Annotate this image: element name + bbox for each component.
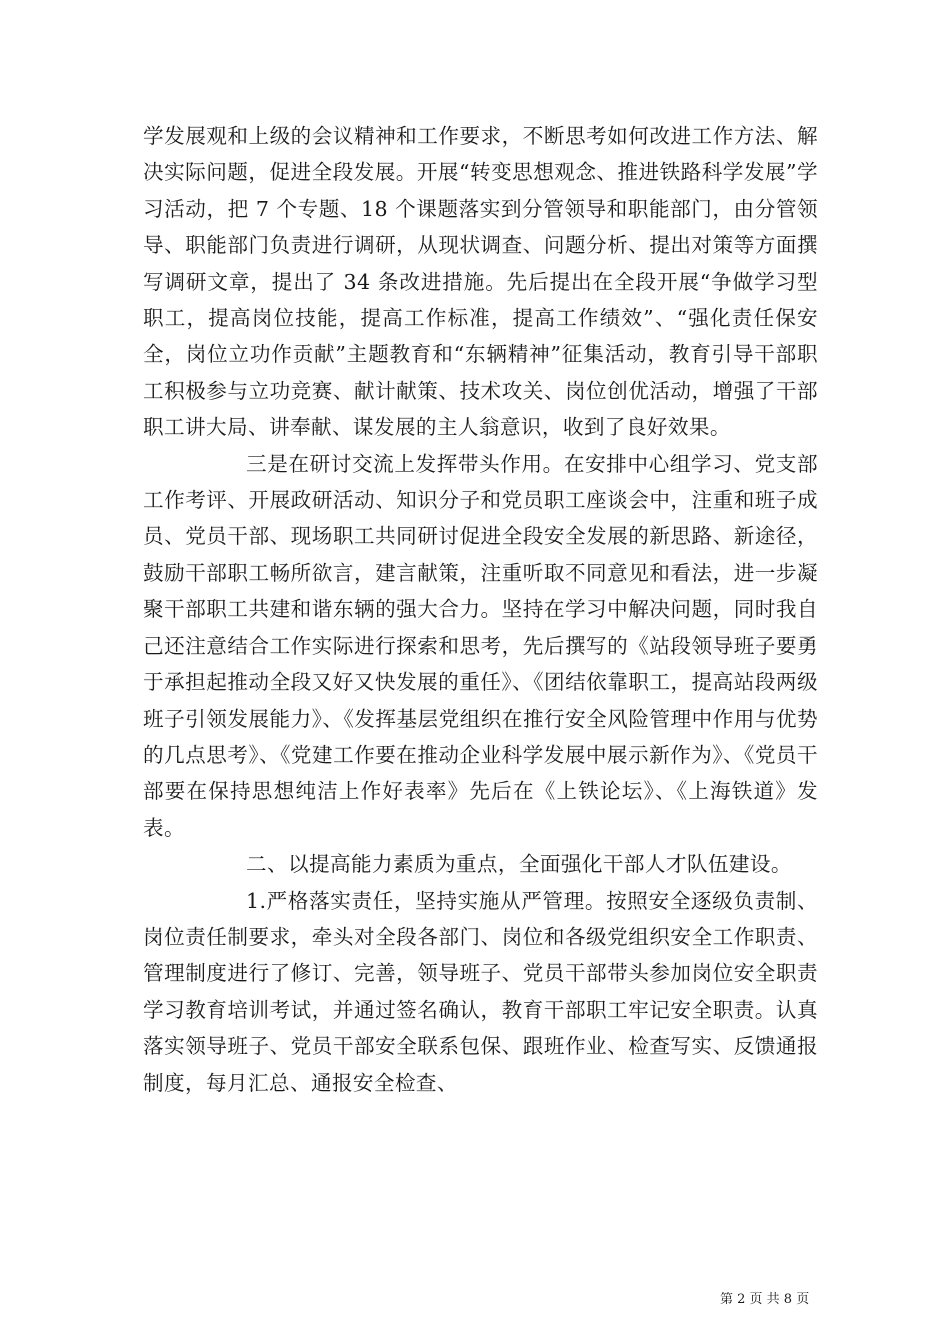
document-body [143,118,818,1101]
paragraph-responsibility: 1.严格落实责任，坚持实施从严管理。按照安全逐级负责制、岗位责任制要求，牵头对全段各部门、岗位和各级党组织安全工作职责、管理制度进行了修订、完善，领导班子、党员干部带头参加岗位安全职责学习教育培训考试，并通过签名确认，教育干部职工牢记安全职责。认真落实领导班子、党员干部安全联系包保、跟班作业、检查写实、反馈通报制度，每月汇总、通报安全检查、 [143,888,818,1095]
paragraph-continued: 学发展观和上级的会议精神和工作要求，不断思考如何改进工作方法、解决实际问题，促进全段发展。开展“转变思想观念、推进铁路科学发展”学习活动，把 7 个专题、18 个课题落实到分管领导和职能部门，由分管领导、职能部门负责进行调研，从现状调查、问题分析、提出对策等方面撰写调研文章，提出了 34 条改进措施。先后提出在全段开展“争做学习型职工，提高岗位技能，提高工作标准，提高工作绩效”、“强化责任保安全，岗位立功作贡献”主题教育和“东辆精神”征集活动，教育引导干部职工积极参与立功竞赛、献计献策、技术攻关、岗位创优活动，增强了干部职工讲大局、讲奉献、谋发展的主人翁意识，收到了良好效果。 [143,124,818,440]
page-number-footer: 第 2 页 共 8 页 [720,1292,810,1307]
paragraph-research-exchange: 三是在研讨交流上发挥带头作用。在安排中心组学习、党支部工作考评、开展政研活动、知识分子和党员职工座谈会中，注重和班子成员、党员干部、现场职工共同研讨促进全段安全发展的新思路、新途径，鼓励干部职工畅所欲言，建言献策，注重听取不同意见和看法，进一步凝聚干部职工共建和谐东辆的强大合力。坚持在学习中解决问题，同时我自己还注意结合工作实际进行探索和思考，先后撰写的《站段领导班子要勇于承担起推动全段又好又快发展的重任》、《团结依靠职工，提高站段两级班子引领发展能力》、《发挥基层党组织在推行安全风险管理中作用与优势的几点思考》、《党建工作要在推动企业科学发展中展示新作为》、《党员干部要在保持思想纯洁上作好表率》先后在《上铁论坛》、《上海铁道》发表。 [143,451,818,840]
section-heading: 二、以提高能力素质为重点，全面强化干部人才队伍建设。 [246,852,792,877]
